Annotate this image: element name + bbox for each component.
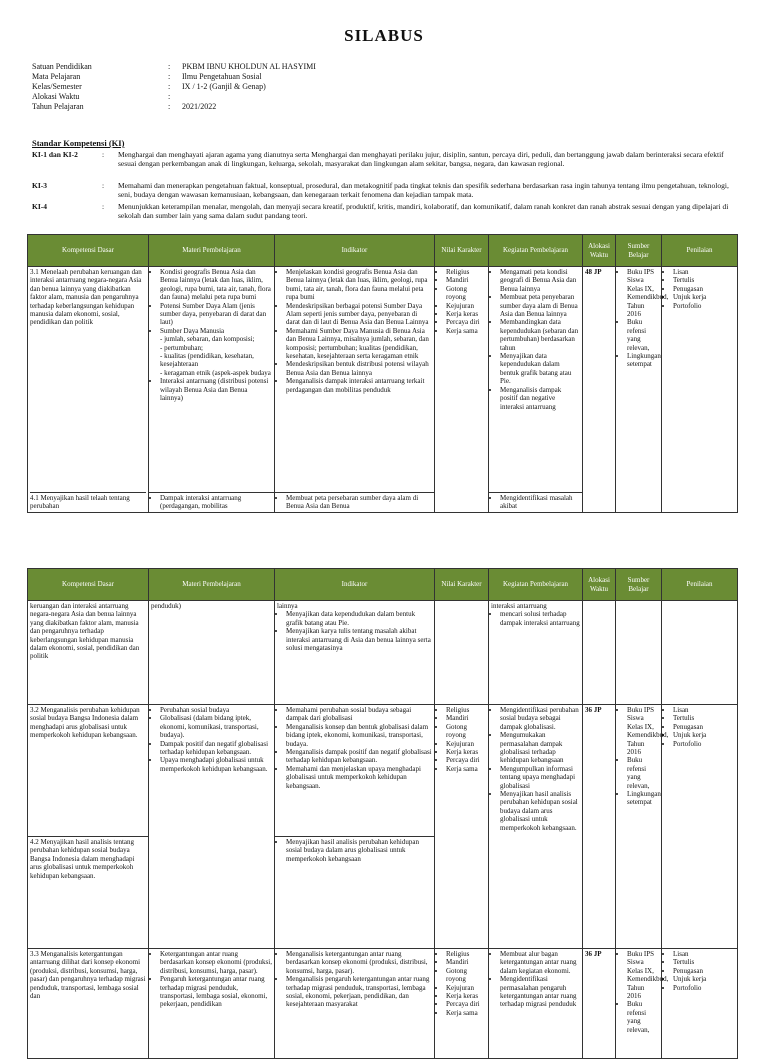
indikator-cell — [275, 705, 435, 837]
list-item: • Mengumpulkan informasi tentang upaya menghadapi globalisasi — [500, 765, 580, 790]
list-item: • Tertulis — [673, 276, 735, 284]
nilai-cell — [435, 267, 489, 513]
list-item: • Mengidentifikasi masalah akibat — [500, 494, 580, 511]
syllabus-table-1 — [27, 234, 738, 513]
sumber-cell — [616, 705, 669, 949]
ki-text: Menghargai dan menghayati ajaran agama yang dianutnya serta Menghargai dan menghayati perilaku jujur, disiplin, santun, percaya diri, peduli, dan bertanggung jawab dalam berinteraksi secara efektif sesuai dengan perkembangan anak di lingkungan, keluarga, sekolah, masyarakat dan lingkungan alam sekitar, bangsa, negara, dan kawasan regional. — [118, 150, 724, 168]
list-item: • Memahami perubahan sosial budaya sebagai dampak dari globalisasi — [286, 706, 432, 723]
list-item: • Kondisi geografis Benua Asia dan Benua lainnya (letak dan luas, iklim, geologi, rupa bumi, tata air, tanah, flora dan fauna) melalui peta rupa bumi — [160, 268, 272, 302]
list-item: • Kejujuran — [446, 740, 486, 748]
table-row — [28, 601, 738, 705]
info-label: Alokasi Waktu — [32, 92, 80, 101]
header-nilai-karakter: Nilai Karakter — [435, 569, 489, 601]
list-item: • Perubahan sosial budaya — [160, 706, 272, 714]
list-item: • Kerja keras — [446, 310, 486, 318]
alokasi-cell: 48 JP — [583, 267, 616, 513]
indikator-cell — [275, 837, 435, 949]
list-item: • Percaya diri — [446, 1000, 486, 1008]
materi-cell: penduduk) — [149, 601, 275, 705]
info-row: Tahun Pelajaran : 2021/2022 — [32, 102, 217, 111]
list-item: • Portofolio — [673, 984, 735, 992]
penilaian-cell — [662, 601, 738, 705]
standar-kompetensi-heading: Standar Kompetensi (KI) — [32, 138, 125, 148]
list-item: • Menganalisis ketergantungan antar ruang berdasarkan konsep ekonomi (produksi, distribusi, konsumsi, harga, pasar). — [286, 950, 432, 975]
list-item: • Menyajikan hasil analisis perubahan kehidupan sosial budaya dalam arus globalisasi untuk memperkokoh kebangsaan. — [500, 790, 580, 832]
kd-cell: keruangan dan interaksi antarruang negara-negara Asia dan benua lainnya yang diakibatkan faktor alam, manusia dan pengaruhnya terhadap keberlangsungan kehidupan manusia dalam ekonomi, sosial, pendidikan dan politik — [28, 601, 149, 705]
list-item: • Tertulis — [673, 714, 735, 722]
document-info — [32, 62, 316, 112]
table-row — [28, 267, 738, 493]
list-item: • Membandingkan data kependudukan (sebaran dan pertumbuhan) berdasarkan tahun — [500, 318, 580, 352]
materi-cell — [149, 705, 275, 949]
indikator-continuation: lainnya — [277, 602, 298, 610]
info-row: Alokasi Waktu : — [32, 92, 171, 101]
info-value: PKBM IBNU KHOLDUN AL HASYIMI — [182, 62, 316, 71]
ki-row: KI-3 : Memahami dan menerapkan pengetahuan faktual, konseptual, prosedural, dan metakognitif pada tingkat teknis dan spesifik sederhana berdasarkan rasa ingin tahunya tentang ilmu pengetahuan, teknologi, seni, budaya dengan wawasan kemanusiaan, kebangsaan, dan kenegaraan terkait fenomena dan kejadian tampak mata. — [32, 181, 732, 199]
ki-row: KI-1 dan KI-2 : Menghargai dan menghayati ajaran agama yang dianutnya serta Menghargai dan menghayati perilaku jujur, disiplin, santun, percaya diri, peduli, dan bertanggung jawab dalam berinteraksi secara efektif sesuai dengan perkembangan anak di lingkungan, keluarga, sekolah, masyarakat dan lingkungan alam sekitar, bangsa, negara, dan kawasan regional. — [32, 150, 732, 168]
list-item: • Membuat alur bagan ketergantungan antar ruang dalam kegiatan ekonomi. — [500, 950, 580, 975]
info-row: Mata Pelajaran : Ilmu Pengetahuan Sosial — [32, 72, 262, 81]
header-indikator: Indikator — [275, 235, 435, 267]
ki-label: KI-4 — [32, 202, 47, 211]
nilai-cell — [435, 705, 489, 949]
list-item: • mencari solusi terhadap dampak interaksi antarruang — [500, 610, 580, 627]
nilai-cell — [435, 601, 489, 705]
list-item: • Religius — [446, 706, 486, 714]
list-item: • Mengidentifikasi perubahan sosial budaya sebagai dampak globalisasi. — [500, 706, 580, 731]
header-kegiatan: Kegiatan Pembelajaran — [489, 569, 583, 601]
info-value: Ilmu Pengetahuan Sosial — [182, 72, 262, 81]
list-item: • Buku refensi yang relevan, — [627, 756, 659, 790]
list-item: • Kerja sama — [446, 765, 486, 773]
info-label: Mata Pelajaran — [32, 72, 81, 81]
list-item: • Buku IPS Siswa Kelas IX, Kemendikbud, Tahun 2016 — [627, 706, 659, 756]
info-label: Satuan Pendidikan — [32, 62, 92, 71]
syllabus-table-2 — [27, 568, 738, 1059]
list-item: • Membuat peta penyebaran sumber daya alam di Benua Asia dan Benua lainnya — [500, 293, 580, 318]
kd-cell: 3.3 Menganalisis ketergantungan antarruang dilihat dari konsep ekonomi (produksi, distribusi, konsumsi, harga, pasar) dan pengaruhnya terhadap migrasi penduduk, transportasi, lembaga sosial dan — [28, 949, 149, 1059]
list-item: • Mengamati peta kondisi geografi di Benua Asia dan Benua lainnya — [500, 268, 580, 293]
list-item: • Gotong royong — [446, 285, 486, 302]
list-item: • Mendeskripsikan berbagai potensi Sumber Daya Alam seperti jenis sumber daya, penyebaran di darat dan di laut di Benua Asia dan Benua Lainnya — [286, 302, 432, 327]
list-item: • Menyajikan hasil analisis perubahan kehidupan sosial budaya dalam arus globalisasi untuk memperkokoh kebangsaan — [286, 838, 432, 863]
list-item: • Kerja keras — [446, 748, 486, 756]
list-item: • Lisan — [673, 706, 735, 714]
list-item: • Gotong royong — [446, 967, 486, 984]
list-item: • Religius — [446, 950, 486, 958]
info-label: Kelas/Semester — [32, 82, 82, 91]
list-item: • Memahami dan menjelaskan upaya menghadapi globalisasi untuk memperkokoh kehidupan kebangsaan. — [286, 765, 432, 790]
list-item: • Percaya diri — [446, 318, 486, 326]
ki-row: KI-4 : Menunjukkan keterampilan menalar, mengolah, dan menyaji secara kreatif, produktif, kritis, mandiri, kolaboratif, dan komunikatif, dalam ranah konkret dan ranah abstrak sesuai dengan yang dipelajari di sekolah dan sumber lain yang sama dalam sudut pandang teori. — [32, 202, 732, 220]
kegiatan-cell — [489, 267, 583, 493]
list-item: • Lisan — [673, 950, 735, 958]
penilaian-cell — [662, 267, 738, 513]
indikator-cell — [275, 267, 435, 493]
list-item: • Portofolio — [673, 302, 735, 310]
list-item: • Upaya menghadapi globalisasi untuk memperkokoh kehidupan kebangsaan. — [160, 756, 272, 773]
header-kegiatan: Kegiatan Pembelajaran — [489, 235, 583, 267]
header-sumber: Sumber Belajar — [616, 235, 662, 267]
list-item: • Menjelaskan kondisi geografis Benua Asia dan Benua lainnya (letak dan luas, iklim, geologi, rupa bumi, tata air, tanah, flora dan fauna melalui peta rupa bumi — [286, 268, 432, 302]
info-row: Satuan Pendidikan : PKBM IBNU KHOLDUN AL HASYIMI — [32, 62, 316, 71]
ki-text: Memahami dan menerapkan pengetahuan faktual, konseptual, prosedural, dan metakognitif pada tingkat teknis dan spesifik sederhana berdasarkan rasa ingin tahunya tentang ilmu pengetahuan, teknologi, seni, budaya dengan wawasan kemanusiaan, kebangsaan, dan kenegaraan terkait fenomena dan kejadian tampak mata. — [118, 181, 729, 199]
list-item: • Penugasan — [673, 285, 735, 293]
list-item: • Mengidentifikasi permasalahan pengaruh ketergantungan antar ruang terhadap migrasi penduduk — [500, 975, 580, 1009]
list-item: • Sumber Daya Manusia — [160, 327, 272, 335]
list-item: • Mendeskripsikan bentuk distribusi potensi wilayah Benua Asia dan Benua lainnya — [286, 360, 432, 377]
list-item: • Kerja sama — [446, 327, 486, 335]
header-penilaian: Penilaian — [662, 569, 738, 601]
list-item: • Mandiri — [446, 958, 486, 966]
kegiatan-cell — [489, 949, 583, 1059]
list-item: • Religius — [446, 268, 486, 276]
ki-text: Menunjukkan keterampilan menalar, mengolah, dan menyaji secara kreatif, produktif, kritis, mandiri, kolaboratif, dan komunikatif, dalam ranah konkret dan ranah abstrak sesuai dengan yang dipelajari di sekolah dan sumber lain yang sama dalam sudut pandang teori. — [118, 202, 729, 220]
alokasi-cell — [583, 601, 616, 705]
header-alokasi: Alokasi Waktu — [583, 569, 616, 601]
list-item: - kualitas (pendidikan, kesehatan, kesejahteraan — [160, 352, 272, 369]
list-item: • Penugasan — [673, 967, 735, 975]
list-item: • Buku refensi yang relevan, — [627, 1000, 659, 1034]
materi-cell — [149, 267, 275, 493]
list-item: • Kejujuran — [446, 984, 486, 992]
table-header-row — [28, 569, 738, 601]
list-item: - jumlah, sebaran, dan komposisi; — [160, 335, 272, 343]
list-item: • Mandiri — [446, 276, 486, 284]
list-item: • Mandiri — [446, 714, 486, 722]
alokasi-cell: 36 JP — [583, 705, 616, 949]
list-item: • Menganalisis dampak positif dan negatif globalisasi terhadap kehidupan kebangsaan. — [286, 748, 432, 765]
list-item: • Percaya diri — [446, 756, 486, 764]
header-alokasi: Alokasi Waktu — [583, 235, 616, 267]
list-item: • Unjuk kerja — [673, 975, 735, 983]
list-item: • Membuat peta persebaran sumber daya alam di Benua Asia dan Benua — [286, 494, 432, 511]
header-sumber: Sumber Belajar — [616, 569, 662, 601]
list-item: • Menganalisis konsep dan bentuk globalisasi dalam bidang iptek, ekonomi, komunikasi, transportasi, budaya. — [286, 723, 432, 748]
kd-4-1: 4.1 Menyajikan hasil telaah tentang perubahan — [30, 492, 146, 511]
list-item: • Pengaruh ketergantungan antar ruang terhadap migrasi penduduk, transportasi, lembaga sosial, ekonomi, pekerjaan, pendidikan — [160, 975, 272, 1009]
list-item: • Gotong royong — [446, 723, 486, 740]
list-item: • Lingkungan setempat — [627, 352, 659, 369]
indikator-cell — [275, 601, 435, 705]
kegiatan-cell — [489, 705, 583, 949]
sumber-cell — [616, 949, 669, 1059]
list-item: • Menyajikan data kependudukan dalam bentuk grafik batang atau Pie. — [286, 610, 432, 627]
list-item: • Tertulis — [673, 958, 735, 966]
sumber-cell — [616, 601, 662, 705]
list-item: • Menyajikan data kependudukan dalam bentuk grafik batang atau Pie. — [500, 352, 580, 386]
list-item: • Menganalisis dampak interaksi antarruang terkait perdagangan dan mobilitas penduduk — [286, 377, 432, 394]
list-item: • Penugasan — [673, 723, 735, 731]
header-kompetensi-dasar: Kompetensi Dasar — [28, 235, 149, 267]
header-indikator: Indikator — [275, 569, 435, 601]
list-item: • Ketergantungan antar ruang berdasarkan konsep ekonomi (produksi, distribusi, konsumsi, harga, pasar). — [160, 950, 272, 975]
list-item: • Potensi Sumber Daya Alam (jenis sumber daya, penyebaran di darat dan laut) — [160, 302, 272, 327]
table-row — [28, 705, 738, 837]
kegiatan-cell — [489, 492, 583, 512]
list-item: • Menganalisis pengaruh ketergantungan antar ruang terhadap migrasi penduduk, transportasi, lembaga sosial, ekonomi, pekerjaan, pendidikan, dan kesejahteraan masyarakat — [286, 975, 432, 1009]
info-row: Kelas/Semester : IX / 1-2 (Ganjil & Genap) — [32, 82, 266, 91]
list-item: • Mengumukakan permasalahan dampak globalisasi terhadap kehidupan kebangsaan — [500, 731, 580, 765]
list-item: • Unjuk kerja — [673, 731, 735, 739]
kd-3-1: 3.1 Menelaah perubahan keruangan dan interaksi antarruang negara-negara Asia dan benua lainnya yang diakibatkan faktor alam, manusia dan pengaruhnya terhadap keberlangsungan kehidupan manusia dalam ekonomi, sosial, pendidikan dan politik — [30, 268, 142, 327]
header-materi: Materi Pembelajaran — [149, 235, 275, 267]
list-item: • Globalisasi (dalam bidang iptek, ekonomi, komunikasi, transportasi, budaya). — [160, 714, 272, 739]
list-item: • Buku IPS Siswa Kelas IX, Kemendikbud, Tahun 2016 — [627, 950, 659, 1000]
list-item: - pertumbuhan; — [160, 344, 272, 352]
sumber-cell — [616, 267, 669, 513]
list-item: - keragaman etnik (aspek-aspek budaya — [160, 369, 272, 377]
nilai-cell — [435, 949, 489, 1059]
indikator-cell — [275, 492, 435, 512]
list-item: • Kerja keras — [446, 992, 486, 1000]
header-nilai-karakter: Nilai Karakter — [435, 235, 489, 267]
kd-cell — [28, 267, 149, 513]
info-value: 2021/2022 — [182, 102, 217, 111]
table-header-row — [28, 235, 738, 267]
list-item: • Kerja sama — [446, 1009, 486, 1017]
list-item: • Portofolio — [673, 740, 735, 748]
penilaian-cell — [662, 705, 738, 949]
list-item: • Interaksi antarruang (distribusi potensi wilayah Benua Asia dan Benua lainnya) — [160, 377, 272, 402]
list-item: • Unjuk kerja — [673, 293, 735, 301]
list-item: • Lingkungan setempat — [627, 790, 659, 807]
list-item: • Buku IPS Siswa Kelas IX, Kemendikbud, Tahun 2016 — [627, 268, 659, 318]
kegiatan-continuation: interaksi antarruang — [491, 602, 547, 610]
list-item: • Dampak interaksi antarruang (perdagangan, mobilitas — [160, 494, 272, 511]
list-item: • Menyajikan karya tulis tentang masalah akibat interaksi antarruang di Asia dan benua lainnya serta solusi mengatasinya — [286, 627, 432, 652]
kd-cell: 3.2 Menganalisis perubahan kehidupan sosial budaya Bangsa Indonesia dalam menghadapi arus globalisasi untuk memperkokoh kehidupan kebangsaan. — [28, 705, 149, 837]
table-row — [28, 949, 738, 1059]
alokasi-cell: 36 JP — [583, 949, 616, 1059]
list-item: • Kejujuran — [446, 302, 486, 310]
ki-label: KI-1 dan KI-2 — [32, 150, 78, 159]
ki-label: KI-3 — [32, 181, 47, 190]
header-kompetensi-dasar: Kompetensi Dasar — [28, 569, 149, 601]
header-penilaian: Penilaian — [662, 235, 738, 267]
list-item: • Dampak positif dan negatif globalisasi terhadap kehidupan kebangsaan. — [160, 740, 272, 757]
list-item: • Memahami Sumber Daya Manusia di Benua Asia dan Benua Lainnya, misalnya jumlah, sebaran, dan komposisi; pertumbuhan; kualitas (pendidikan, kesehatan, kesejahteraan serta keragaman etnik — [286, 327, 432, 361]
penilaian-cell — [662, 949, 738, 1059]
info-label: Tahun Pelajaran — [32, 102, 84, 111]
materi-cell — [149, 949, 275, 1059]
page-title: SILABUS — [344, 26, 424, 45]
list-item: • Menganalisis dampak positif dan negative interaksi antarruang — [500, 386, 580, 411]
kegiatan-cell — [489, 601, 583, 705]
indikator-cell — [275, 949, 435, 1059]
header-materi: Materi Pembelajaran — [149, 569, 275, 601]
materi-cell — [149, 492, 275, 512]
kd-cell: 4.2 Menyajikan hasil analisis tentang perubahan kehidupan sosial budaya Bangsa Indonesia dalam menghadapi arus globalisasi untuk memperkokoh kehidupan kebangsaan. — [28, 837, 149, 949]
list-item: • Lisan — [673, 268, 735, 276]
list-item: • Buku refensi yang relevan, — [627, 318, 659, 352]
info-value: IX / 1-2 (Ganjil & Genap) — [182, 82, 266, 91]
